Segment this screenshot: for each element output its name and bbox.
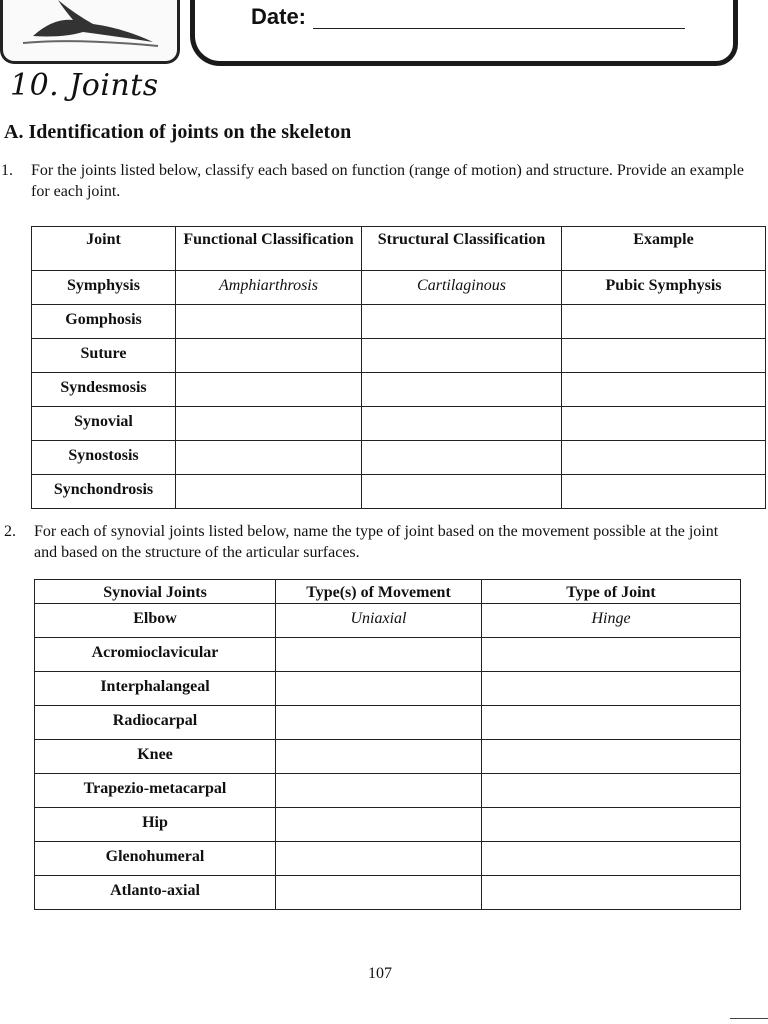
joint-name-cell: Symphysis [32,271,176,305]
example-cell[interactable] [562,407,766,441]
joint-type-cell[interactable] [482,638,741,672]
question-2 [4,521,744,563]
structural-cell[interactable] [362,373,562,407]
example-cell[interactable]: Pubic Symphysis [562,271,766,305]
question-1-text: For the joints listed below, classify each based on function (range of motion) and structure. Provide an example for each joint. [31,162,744,200]
page-number: 107 [368,965,392,982]
joint-type-cell[interactable] [482,842,741,876]
column-header: Structural Classification [362,227,562,271]
table-row [35,672,741,706]
joint-type-cell[interactable] [482,774,741,808]
joint-name-cell: Suture [32,339,176,373]
movement-cell[interactable] [276,774,482,808]
movement-cell[interactable] [276,672,482,706]
question-2-number: 2. [4,523,16,540]
column-header: Functional Classification [176,227,362,271]
functional-cell[interactable] [176,475,362,509]
joint-name-cell: Knee [35,740,276,774]
date-box [190,0,738,66]
table-row [32,373,766,407]
section-heading: A. Identification of joints on the skeleton [4,121,352,143]
example-cell[interactable] [562,305,766,339]
table-row [32,305,766,339]
example-cell[interactable] [562,373,766,407]
table-row [35,842,741,876]
structural-cell[interactable] [362,305,562,339]
table-header-row [32,227,766,271]
question-2-text: For each of synovial joints listed below, name the type of joint based on the movement possible at the joint and based on the structure of the articular surfaces. [34,523,719,561]
joint-type-cell[interactable] [482,672,741,706]
structural-cell[interactable] [362,407,562,441]
table-row [32,475,766,509]
joint-classification-table [31,226,766,509]
joint-name-cell: Trapezio-metacarpal [35,774,276,808]
joint-name-cell: Glenohumeral [35,842,276,876]
table-row [35,876,741,910]
table-row [35,604,741,638]
table-row [35,740,741,774]
movement-cell[interactable] [276,876,482,910]
functional-cell[interactable] [176,339,362,373]
table-row [35,706,741,740]
joint-type-cell[interactable]: Hinge [482,604,741,638]
question-1-number: 1. [1,162,13,179]
column-header: Synovial Joints [35,580,276,604]
joint-name-cell: Radiocarpal [35,706,276,740]
joint-name-cell: Synchondrosis [32,475,176,509]
movement-cell[interactable] [276,740,482,774]
joint-name-cell: Gomphosis [32,305,176,339]
bird-logo-icon [13,0,163,48]
functional-cell[interactable] [176,373,362,407]
table-row [35,638,741,672]
structural-cell[interactable]: Cartilaginous [362,271,562,305]
question-1 [1,160,751,202]
table-row [35,774,741,808]
movement-cell[interactable] [276,808,482,842]
column-header: Example [562,227,766,271]
table-row [32,339,766,373]
joint-name-cell: Synostosis [32,441,176,475]
example-cell[interactable] [562,441,766,475]
structural-cell[interactable] [362,441,562,475]
table-row [32,407,766,441]
chapter-title: 10. Joints [10,68,159,103]
structural-cell[interactable] [362,339,562,373]
column-header: Type of Joint [482,580,741,604]
joint-name-cell: Acromioclavicular [35,638,276,672]
corner-mark [730,1018,768,1019]
joint-type-cell[interactable] [482,740,741,774]
functional-cell[interactable] [176,441,362,475]
joint-name-cell: Synovial [32,407,176,441]
date-label: Date: [251,4,307,29]
movement-cell[interactable] [276,706,482,740]
joint-name-cell: Syndesmosis [32,373,176,407]
functional-cell[interactable] [176,305,362,339]
table-row [35,808,741,842]
column-header: Joint [32,227,176,271]
joint-type-cell[interactable] [482,876,741,910]
functional-cell[interactable] [176,407,362,441]
joint-name-cell: Hip [35,808,276,842]
table-row [32,271,766,305]
joint-name-cell: Atlanto-axial [35,876,276,910]
table-row [32,441,766,475]
example-cell[interactable] [562,475,766,509]
column-header: Type(s) of Movement [276,580,482,604]
structural-cell[interactable] [362,475,562,509]
movement-cell[interactable] [276,842,482,876]
movement-cell[interactable]: Uniaxial [276,604,482,638]
example-cell[interactable] [562,339,766,373]
movement-cell[interactable] [276,638,482,672]
joint-name-cell: Interphalangeal [35,672,276,706]
joint-type-cell[interactable] [482,706,741,740]
synovial-joints-table [34,579,741,910]
logo-box [0,0,180,64]
functional-cell[interactable]: Amphiarthrosis [176,271,362,305]
table-header-row [35,580,741,604]
joint-type-cell[interactable] [482,808,741,842]
date-input-line[interactable] [313,28,685,29]
page-header [0,0,768,70]
joint-name-cell: Elbow [35,604,276,638]
